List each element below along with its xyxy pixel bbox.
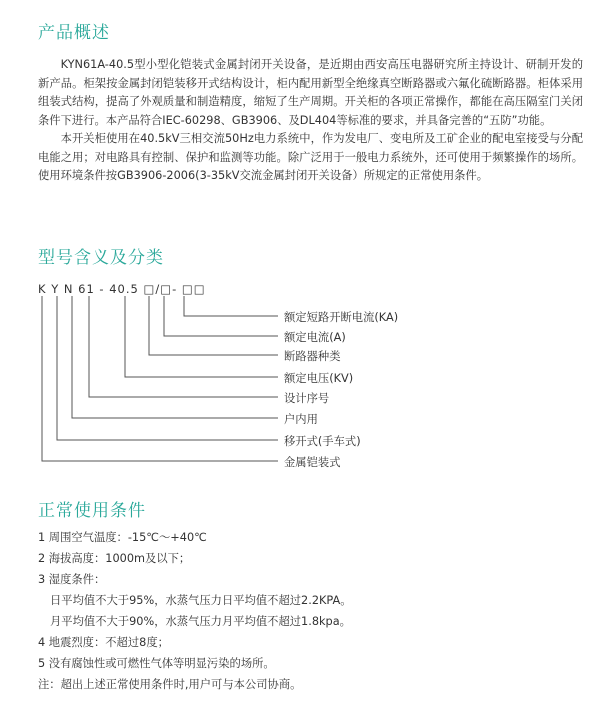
condition-item: 4 地震烈度：不超过8度； xyxy=(38,636,169,649)
condition-item: 日平均值不大于95%，水蒸气压力日平均值不超过2.2KPA。 xyxy=(50,594,352,607)
section-heading-overview: 产品概述 xyxy=(38,23,110,43)
model-code: K Y N 61 - 40.5 □/□- □□ xyxy=(38,282,206,296)
overview-paragraph: 本开关柜使用在40.5kV三相交流50Hz电力系统中，作为发电厂、变电所及工矿企业的配电室接受与分配电能之用；对电路具有控制、保护和监测等功能。除广泛用于一般电力系统外，还可使用于频繁操作的场所。使用环境条件按GB3906-2006(3-35kV交流金属封闭开关设备）所规定的正常使用条件。 xyxy=(38,132,583,182)
model-label: 户内用 xyxy=(284,413,318,426)
section-heading-conditions: 正常使用条件 xyxy=(38,501,146,521)
model-label: 设计序号 xyxy=(284,392,330,405)
model-label: 额定电流(A) xyxy=(284,331,346,344)
condition-item: 5 没有腐蚀性或可燃性气体等明显污染的场所。 xyxy=(38,657,275,670)
condition-item: 1 周围空气温度：-15℃～+40℃ xyxy=(38,531,207,544)
conditions-list xyxy=(38,527,588,695)
condition-item: 月平均值不大于90%，水蒸气压力月平均值不超过1.8kpa。 xyxy=(50,615,351,628)
model-label: 额定短路开断电流(KA) xyxy=(284,311,399,324)
condition-item: 2 海拔高度：1000m及以下； xyxy=(38,552,191,565)
overview-paragraph: KYN61A-40.5型小型化铠装式金属封闭开关设备，是近期由西安高压电器研究所主持设计、研制开发的新产品。柜架按金属封闭铠装移开式结构设计，柜内配用新型全绝缘真空断路器或六氟化硫断路器。柜体采用组装式结构，提高了外观质量和制造精度，缩短了生产周期。开关柜的各项正常操作，都能在高压隔室门关闭条件下进行。本产品符合IEC-60298、GB3906、及DL404等标准的要求，并具备完善的“五防”功能。 xyxy=(38,58,583,127)
section-heading-model: 型号含义及分类 xyxy=(38,248,164,268)
model-label: 额定电压(KV) xyxy=(284,372,354,385)
model-label: 移开式(手车式) xyxy=(284,435,361,448)
model-label: 金属铠装式 xyxy=(284,456,341,469)
condition-note: 注：超出上述正常使用条件时,用户可与本公司协商。 xyxy=(38,678,302,691)
model-label: 断路器种类 xyxy=(284,350,341,363)
condition-item: 3 湿度条件： xyxy=(38,573,106,586)
